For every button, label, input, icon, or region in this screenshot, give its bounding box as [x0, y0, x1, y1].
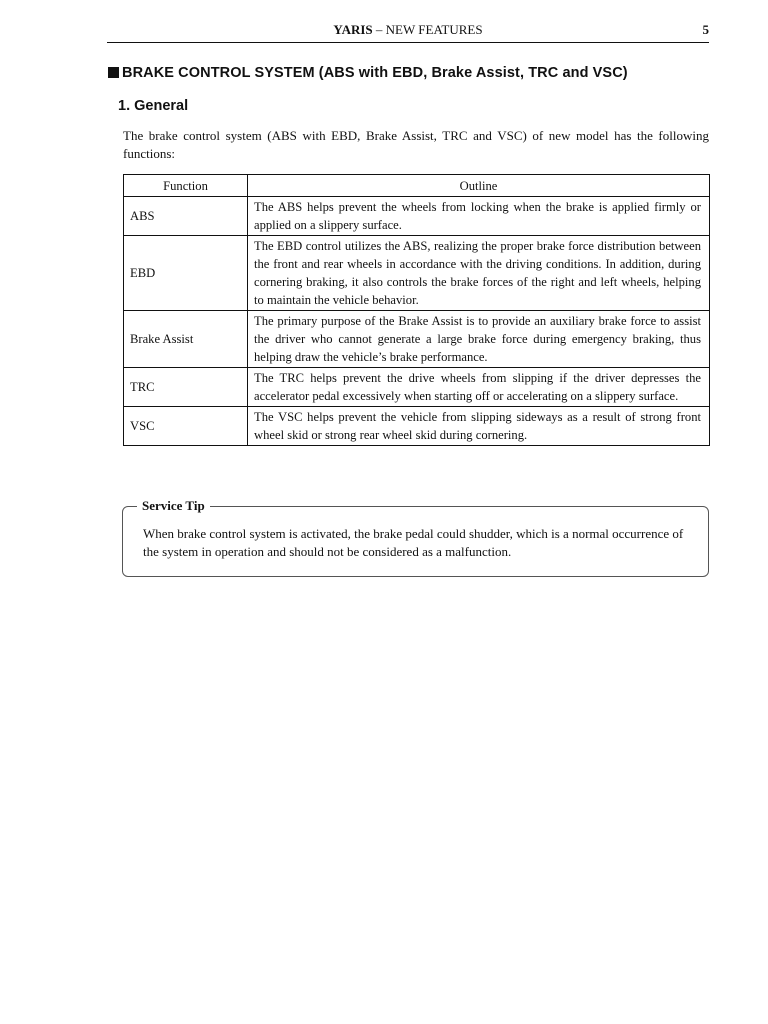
table-row	[124, 407, 710, 446]
table-row	[124, 311, 710, 368]
header-title	[107, 22, 709, 38]
service-tip-title: Service Tip	[137, 497, 210, 514]
service-tip-text: When brake control system is activated, the brake pedal could shudder, which is a normal occurrence of the system in operation and should not be considered as a malfunction.	[143, 526, 684, 559]
header-function: Function	[124, 175, 248, 197]
page-number: 5	[702, 22, 709, 37]
table-row	[124, 236, 710, 311]
function-cell: EBD	[124, 236, 248, 311]
page-header	[107, 20, 709, 43]
table-header-row	[124, 175, 710, 197]
header-separator: –	[372, 22, 386, 37]
table-row	[124, 368, 710, 407]
header-model: YARIS	[333, 22, 373, 37]
function-cell: TRC	[124, 368, 248, 407]
function-cell: VSC	[124, 407, 248, 446]
function-cell: Brake Assist	[124, 311, 248, 368]
section-title-text: BRAKE CONTROL SYSTEM (ABS with EBD, Brake Assist, TRC and VSC)	[122, 65, 628, 81]
intro-paragraph: The brake control system (ABS with EBD, Brake Assist, TRC and VSC) of new model has the following functions:	[123, 128, 709, 161]
header-outline: Outline	[248, 175, 710, 197]
subsection-title: 1. General	[118, 98, 189, 114]
outline-cell: The ABS helps prevent the wheels from locking when the brake is applied firmly or applied on a slippery surface.	[248, 197, 710, 236]
black-square-icon	[108, 67, 119, 78]
function-cell: ABS	[124, 197, 248, 236]
outline-cell: The TRC helps prevent the drive wheels from slipping if the driver depresses the accelerator pedal excessively when starting off or accelerating on a slippery surface.	[248, 368, 710, 407]
function-table	[123, 174, 710, 446]
outline-cell: The EBD control utilizes the ABS, realizing the proper brake force distribution between the front and rear wheels in accordance with the driving conditions. In addition, during cornering braking, it also controls the brake forces of the right and left wheels, helping to maintain the vehicle behavior.	[248, 236, 710, 311]
section-title	[108, 65, 628, 81]
outline-cell: The primary purpose of the Brake Assist is to provide an auxiliary brake force to assist the driver who cannot generate a large brake force during emergency braking, thus helping draw the vehicle’s brake performance.	[248, 311, 710, 368]
table-row	[124, 197, 710, 236]
header-section: NEW FEATURES	[385, 22, 483, 37]
outline-cell: The VSC helps prevent the vehicle from slipping sideways as a result of strong front wheel skid or strong rear wheel skid during cornering.	[248, 407, 710, 446]
